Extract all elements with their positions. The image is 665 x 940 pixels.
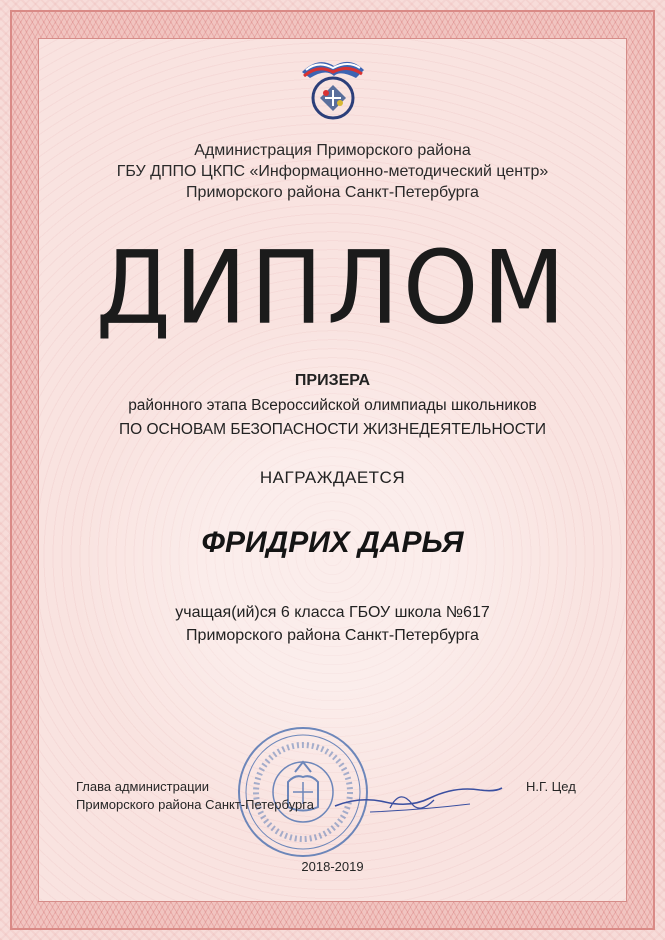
olympiad-emblem-icon	[296, 52, 370, 130]
diploma-title: ДИПЛОМ	[95, 229, 570, 347]
header-organization-line-2: ГБУ ДППО ЦКПС «Информационно-методический центр»	[116, 163, 549, 180]
academic-year: 2018-2019	[301, 859, 364, 874]
header-organization-line-1: Администрация Приморского района	[194, 142, 471, 159]
header-organization-line-3: Приморского района Санкт-Петербурга	[186, 184, 479, 201]
signatory-title-line-2: Приморского района Санкт-Петербурга	[76, 797, 314, 812]
awarded-label: НАГРАЖДАЕТСЯ	[259, 468, 406, 487]
event-description-line-2: ПО ОСНОВАМ БЕЗОПАСНОСТИ ЖИЗНЕДЕЯТЕЛЬНОСТИ	[118, 421, 547, 438]
signatory-title	[76, 778, 314, 814]
signatory-name: Н.Г. Цед	[526, 779, 576, 794]
recipient-name: ФРИДРИХ ДАРЬЯ	[201, 526, 464, 559]
diploma-subtitle: ПРИЗЕРА	[294, 372, 371, 389]
handwritten-signature-icon	[330, 768, 510, 828]
signatory-title-line-1: Глава администрации	[76, 779, 210, 794]
event-description-line-1: районного этапа Всероссийской олимпиады школьников	[128, 397, 537, 414]
student-description-line-1: учащая(ий)ся 6 класса ГБОУ школа №617	[175, 604, 490, 621]
student-description-line-2: Приморского района Санкт-Петербурга	[186, 627, 479, 644]
